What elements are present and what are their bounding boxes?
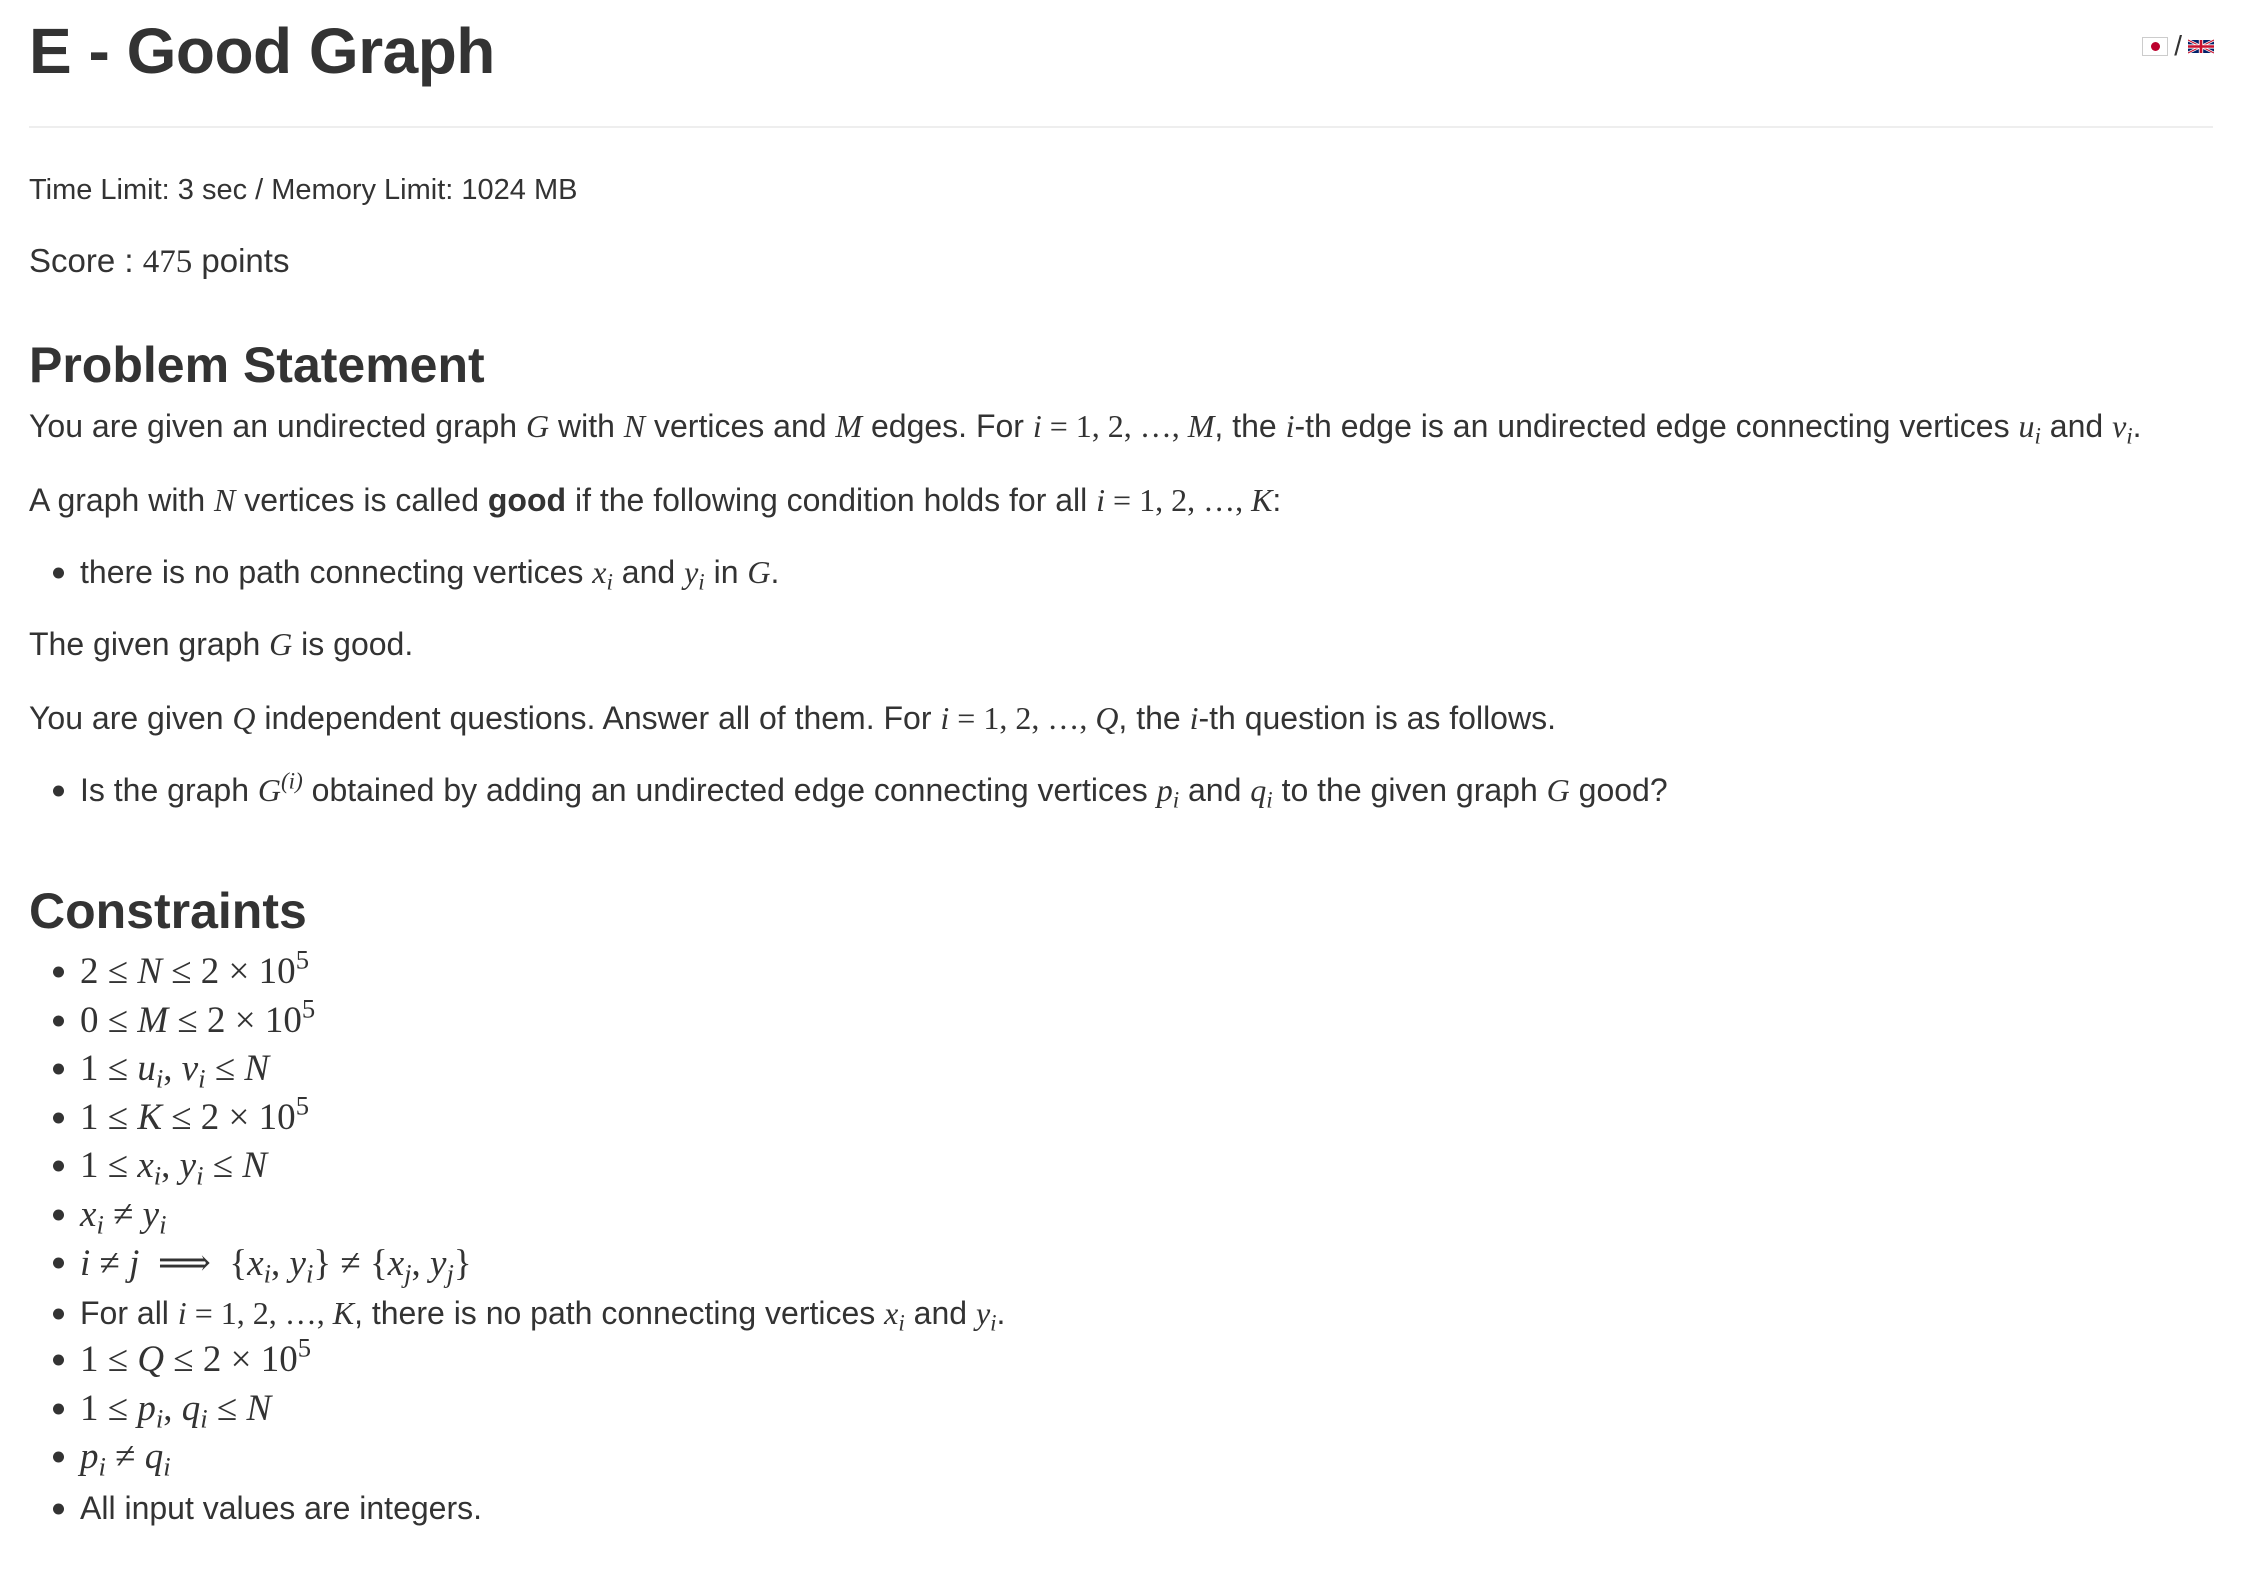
- constraint-item: $0 \le M \le 2 \times 10^5$: [80, 993, 316, 1041]
- score-prefix: Score :: [29, 242, 143, 279]
- problem-statement-heading: Problem Statement: [29, 337, 485, 393]
- constraint-item: $1 \le x_i$, $y_i \le N$: [80, 1145, 267, 1191]
- good-term: good: [487, 482, 567, 518]
- score-value: 475: [142, 244, 193, 280]
- constraint-item: All input values are integers.: [80, 1490, 482, 1526]
- japan-flag-icon[interactable]: [2142, 37, 2168, 56]
- uk-flag-icon[interactable]: [2188, 37, 2214, 56]
- statement-paragraph-1: You are given an undirected graph G with N vertices and M edges. For i = 1, 2, …, M, the i-th edge is an undirected edge connecting vertices $u_i$ and $v_i$.: [29, 408, 2142, 449]
- constraint-item: $p_i \ne q_i$: [80, 1436, 171, 1482]
- time-memory-limit: Time Limit: 3 sec / Memory Limit: 1024 MB: [29, 174, 578, 206]
- title-divider: [29, 126, 2213, 128]
- language-switch: [2142, 30, 2214, 62]
- constraint-item: $1 \le Q \le 2 \times 10^5$: [80, 1332, 312, 1380]
- question-bullet: Is the graph $G^{(i)}$ obtained by adding an undirected edge connecting vertices $p_i$ and $q_i$ to the given graph G good?: [80, 767, 1668, 813]
- constraint-item: $2 \le N \le 2 \times 10^5$: [80, 944, 309, 992]
- constraint-item: $x_i \ne y_i$: [80, 1194, 167, 1240]
- constraint-item: $1 \le p_i$, $q_i \le N$: [80, 1388, 272, 1434]
- score-line: [29, 242, 289, 281]
- statement-paragraph-3: The given graph G is good.: [29, 626, 414, 662]
- page-title: E - Good Graph: [29, 15, 495, 87]
- condition-bullet: there is no path connecting vertices $x_i$ and $y_i$ in G.: [80, 554, 780, 595]
- score-suffix: points: [192, 242, 290, 279]
- constraints-heading: Constraints: [29, 883, 307, 939]
- constraint-item: $1 \le K \le 2 \times 10^5$: [80, 1090, 309, 1138]
- constraint-item: For all i = 1, 2, …, K, there is no path connecting vertices $x_i$ and $y_i$.: [80, 1295, 1006, 1336]
- constraint-item: $1 \le u_i$, $v_i \le N$: [80, 1048, 270, 1094]
- statement-paragraph-2: A graph with N vertices is called good if the following condition holds for all i = 1, 2, …, K:: [29, 482, 1282, 518]
- language-separator: /: [2174, 30, 2182, 61]
- constraint-item: i ≠ j ⟹ {$x_i$, $y_i\} \ne \{x_j$, $y_j$}: [80, 1243, 472, 1289]
- statement-paragraph-4: You are given Q independent questions. Answer all of them. For i = 1, 2, …, Q, the i-th question is as follows.: [29, 700, 1556, 736]
